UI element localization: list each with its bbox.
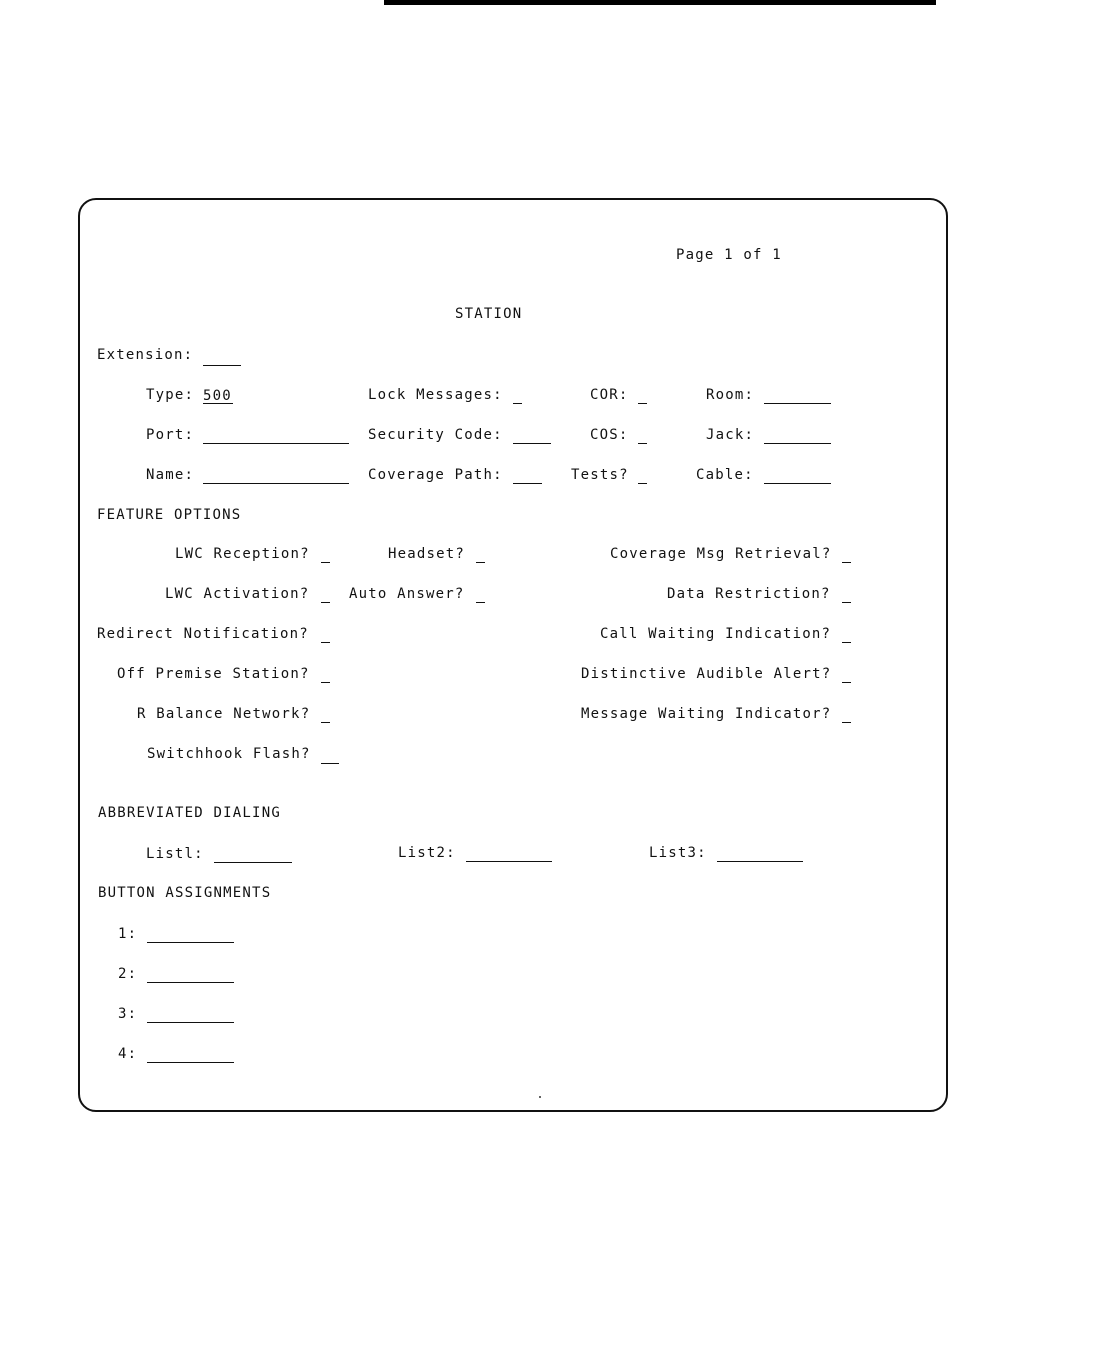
button-1-field[interactable] — [147, 927, 234, 943]
extension-field[interactable] — [203, 350, 241, 366]
jack-label: Jack: — [706, 427, 755, 443]
coverage-path-label: Coverage Path: — [368, 467, 503, 483]
button-3-label: 3: — [118, 1006, 138, 1022]
list1-field[interactable] — [214, 847, 292, 863]
cos-label: COS: — [590, 427, 629, 443]
list3-field[interactable] — [717, 846, 803, 862]
coverage-msg-retrieval-field[interactable] — [842, 547, 851, 563]
redirect-notification-field[interactable] — [321, 627, 330, 643]
name-label: Name: — [146, 467, 195, 483]
security-code-label: Security Code: — [368, 427, 503, 443]
coverage-path-field[interactable] — [513, 468, 542, 484]
room-label: Room: — [706, 387, 755, 403]
type-label: Type: — [146, 387, 195, 403]
distinctive-audible-alert-label: Distinctive Audible Alert? — [581, 666, 832, 682]
coverage-msg-retrieval-label: Coverage Msg Retrieval? — [610, 546, 832, 562]
button-1-label: 1: — [118, 926, 138, 942]
abbreviated-dialing-heading: ABBREVIATED DIALING — [98, 805, 281, 821]
cable-field[interactable] — [764, 468, 831, 484]
screen-speck — [539, 1096, 541, 1098]
lwc-activation-label: LWC Activation? — [165, 586, 310, 602]
button-4-label: 4: — [118, 1046, 138, 1062]
auto-answer-field[interactable] — [476, 587, 485, 603]
data-restriction-label: Data Restriction? — [667, 586, 831, 602]
cor-label: COR: — [590, 387, 629, 403]
switchhook-flash-field[interactable] — [321, 748, 339, 764]
r-balance-network-field[interactable] — [321, 707, 330, 723]
top-rule — [384, 0, 936, 5]
button-2-label: 2: — [118, 966, 138, 982]
auto-answer-label: Auto Answer? — [349, 586, 465, 602]
r-balance-network-label: R Balance Network? — [137, 706, 311, 722]
redirect-notification-label: Redirect Notification? — [97, 626, 309, 642]
feature-options-heading: FEATURE OPTIONS — [97, 507, 242, 523]
call-waiting-indication-label: Call Waiting Indication? — [600, 626, 832, 642]
lwc-reception-field[interactable] — [321, 547, 330, 563]
distinctive-audible-alert-field[interactable] — [842, 667, 851, 683]
tests-label: Tests? — [571, 467, 629, 483]
button-assignments-heading: BUTTON ASSIGNMENTS — [98, 885, 272, 901]
data-restriction-field[interactable] — [842, 587, 851, 603]
page-indicator: Page 1 of 1 — [676, 247, 782, 263]
cos-field[interactable] — [638, 428, 647, 444]
security-code-field[interactable] — [513, 428, 551, 444]
button-3-field[interactable] — [147, 1007, 234, 1023]
switchhook-flash-label: Switchhook Flash? — [147, 746, 311, 762]
button-4-field[interactable] — [147, 1047, 234, 1063]
room-field[interactable] — [764, 388, 831, 404]
message-waiting-indicator-label: Message Waiting Indicator? — [581, 706, 832, 722]
list2-label: List2: — [398, 845, 456, 861]
list3-label: List3: — [649, 845, 707, 861]
extension-label: Extension: — [97, 347, 194, 363]
list1-label: Listl: — [146, 846, 204, 862]
off-premise-station-field[interactable] — [321, 667, 330, 683]
lock-messages-label: Lock Messages: — [368, 387, 503, 403]
button-2-field[interactable] — [147, 967, 234, 983]
list2-field[interactable] — [466, 846, 552, 862]
cor-field[interactable] — [638, 388, 647, 404]
cable-label: Cable: — [696, 467, 754, 483]
jack-field[interactable] — [764, 428, 831, 444]
headset-label: Headset? — [388, 546, 466, 562]
name-field[interactable] — [203, 468, 349, 484]
message-waiting-indicator-field[interactable] — [842, 707, 851, 723]
type-field[interactable]: 500 — [203, 388, 232, 404]
tests-field[interactable] — [638, 468, 647, 484]
port-label: Port: — [146, 427, 195, 443]
form-title: STATION — [455, 306, 523, 322]
lwc-activation-field[interactable] — [321, 587, 330, 603]
port-field[interactable] — [203, 428, 349, 444]
lock-messages-field[interactable] — [513, 388, 522, 404]
call-waiting-indication-field[interactable] — [842, 627, 851, 643]
off-premise-station-label: Off Premise Station? — [117, 666, 310, 682]
lwc-reception-label: LWC Reception? — [175, 546, 310, 562]
headset-field[interactable] — [476, 547, 485, 563]
